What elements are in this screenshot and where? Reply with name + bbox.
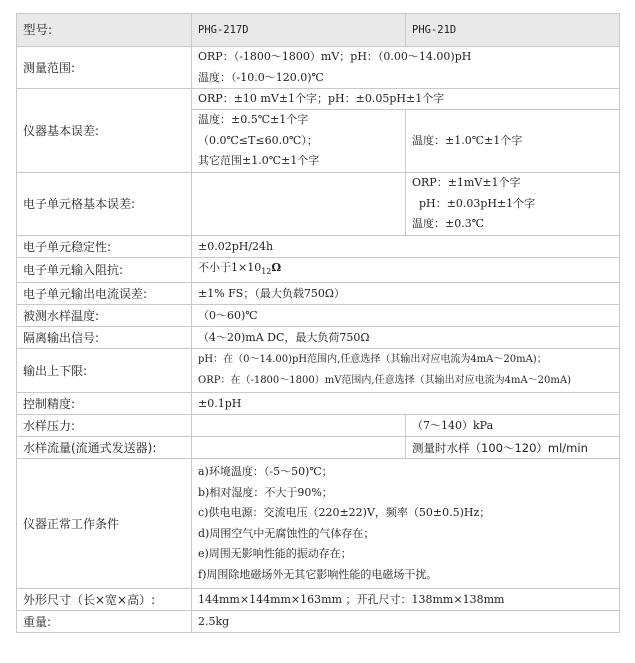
output-error-label: 电子单元输出电流误差:	[17, 283, 192, 305]
stability-value: ±0.02pH/24h	[192, 236, 620, 258]
flow-label: 水样流量(流通式发送器):	[17, 437, 192, 459]
dimensions-row	[17, 589, 620, 611]
flow-row	[17, 437, 620, 459]
pressure-value: （7～140）kPa	[406, 415, 620, 437]
cell-error-empty	[192, 173, 406, 236]
sample-temp-label: 被测水样温度:	[17, 305, 192, 327]
model-a: PHG-217D	[192, 14, 406, 47]
isolated-output-value: （4～20)mA DC，最大负荷750Ω	[192, 327, 620, 349]
header-row	[17, 14, 620, 47]
range-value: ORP：（-1800～1800）mV；pH：（0.00～14.00)pH 温度：（-10.0～120.0)℃	[192, 47, 620, 89]
output-limits-row	[17, 349, 620, 393]
basic-error-row-top	[17, 89, 620, 110]
flow-value: 测量时水样（100～120）ml/min	[406, 437, 620, 459]
impedance-value: 不小于$1\times 10_{12}\Omega$	[192, 258, 620, 283]
dimensions-value: 144mm×144mm×163mm ；开孔尺寸：138mm×138mm	[192, 589, 620, 611]
impedance-row	[17, 258, 620, 283]
pressure-empty	[192, 415, 406, 437]
conditions-label: 仪器正常工作条件	[17, 459, 192, 589]
sample-temp-value: （0～60)℃	[192, 305, 620, 327]
isolated-output-row	[17, 327, 620, 349]
spec-table-wrapper	[16, 13, 620, 633]
output-error-row	[17, 283, 620, 305]
impedance-label: 电子单元输入阻抗:	[17, 258, 192, 283]
precision-label: 控制精度:	[17, 393, 192, 415]
spec-table	[16, 13, 620, 633]
output-error-value: ±1% FS；（最大负载750Ω）	[192, 283, 620, 305]
model-label: 型号:	[17, 14, 192, 47]
precision-value: ±0.1pH	[192, 393, 620, 415]
basic-error-left: 温度：±0.5℃±1个字 （0.0℃≤T≤60.0℃）； 其它范围±1.0℃±1个字	[192, 110, 406, 173]
flow-empty	[192, 437, 406, 459]
cell-error-right: ORP：±1mV±1个字 pH：±0.03pH±1个字 温度：±0.3℃	[406, 173, 620, 236]
output-limits-label: 输出上下限:	[17, 349, 192, 393]
isolated-output-label: 隔离输出信号:	[17, 327, 192, 349]
pressure-label: 水样压力:	[17, 415, 192, 437]
weight-value: 2.5kg	[192, 611, 620, 633]
basic-error-top: ORP：±10 mV±1个字；pH：±0.05pH±1个字	[192, 89, 620, 110]
cell-error-label: 电子单元格基本误差:	[17, 173, 192, 236]
stability-label: 电子单元稳定性:	[17, 236, 192, 258]
precision-row	[17, 393, 620, 415]
dimensions-label: 外形尺寸（长×宽×高）:	[17, 589, 192, 611]
range-row	[17, 47, 620, 89]
weight-row	[17, 611, 620, 633]
pressure-row	[17, 415, 620, 437]
sample-temp-row	[17, 305, 620, 327]
stability-row	[17, 236, 620, 258]
conditions-value: a)环境温度：（-5～50)℃； b)相对湿度：不大于90%； c)供电电源：交流电压（220±22)V，频率（50±0.5)Hz； d)周围空气中无腐蚀性的气体存在； e)周围无影响性能的振动存在； f)周围除地磁场外无其它影响性能的电磁场干扰。	[192, 459, 620, 589]
model-b: PHG-21D	[406, 14, 620, 47]
output-limits-value: pH：在（0～14.00)pH范围内,任意选择（其输出对应电流为4mA～20mA)； ORP：在（-1800～1800）mV范围内,任意选择（其输出对应电流为4mA～20mA)	[192, 349, 620, 393]
basic-error-right: 温度：±1.0℃±1个字	[406, 110, 620, 173]
weight-label: 重量:	[17, 611, 192, 633]
conditions-row	[17, 459, 620, 589]
range-label: 测量范围:	[17, 47, 192, 89]
cell-error-row	[17, 173, 620, 236]
basic-error-label: 仪器基本误差:	[17, 89, 192, 173]
